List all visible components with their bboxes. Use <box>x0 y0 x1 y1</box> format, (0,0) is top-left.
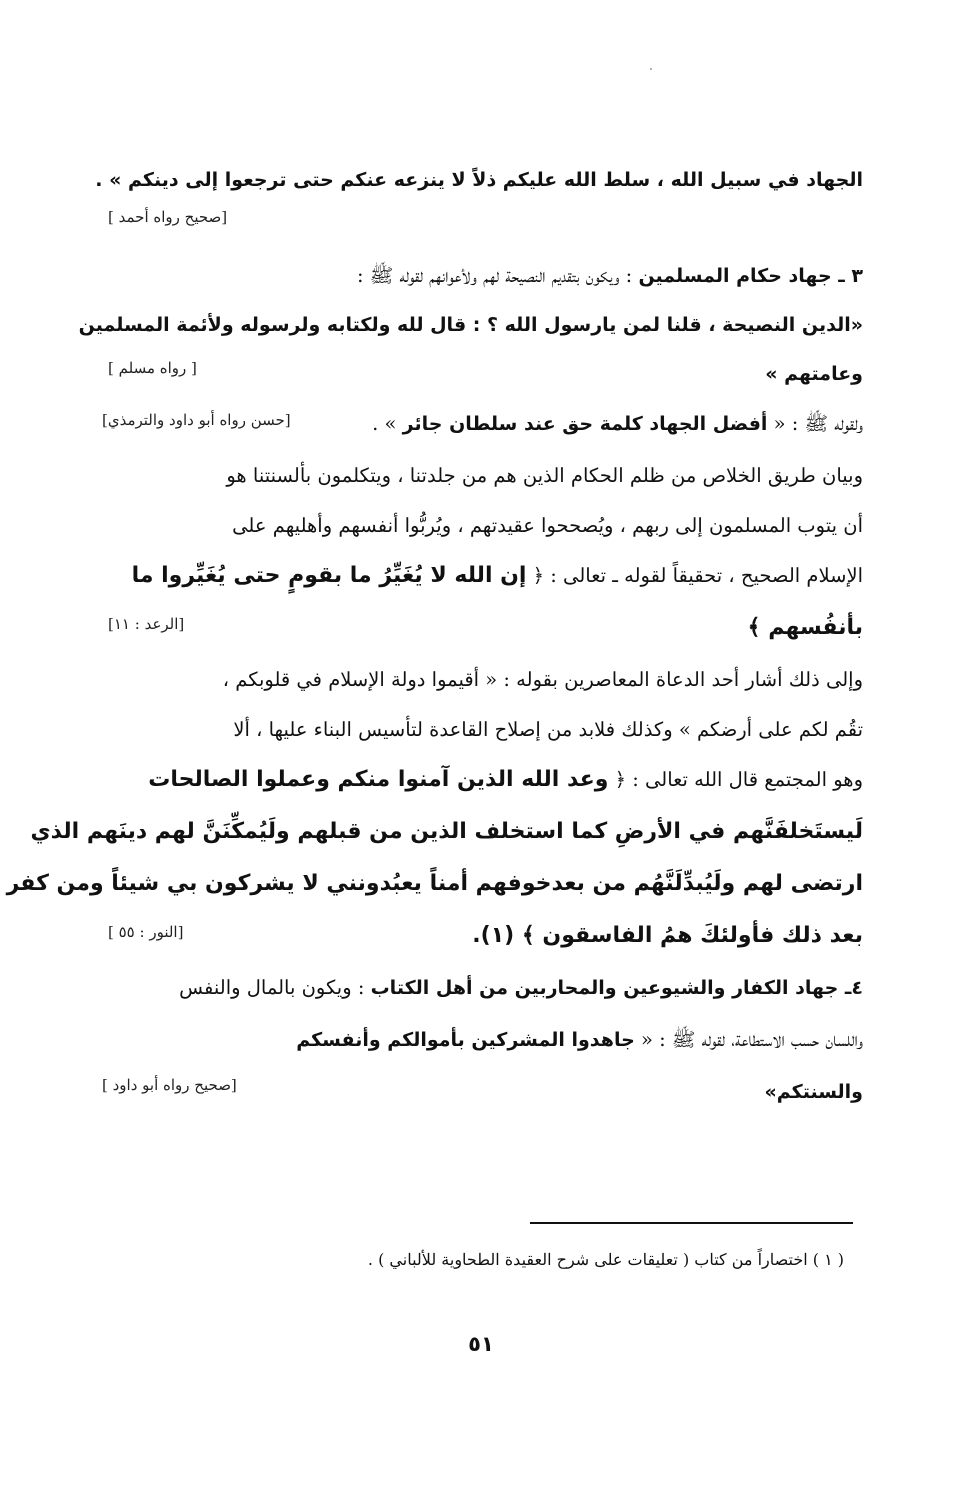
quran-verse-12: وعد الله الذين آمنوا منكم وعملوا الصالحات <box>148 767 609 792</box>
quran-verse-8: إن الله لا يُغَيِّرُ ما بقومٍ حتى يُغَيِّروا ما <box>131 563 527 588</box>
text-line-5-intro: ولقوله ﷺ : « <box>767 412 863 435</box>
quran-reference-1: [الرعد : ١١] <box>108 615 185 633</box>
text-line-4: وعامتهم » <box>765 363 863 385</box>
footnote-separator <box>530 1222 853 1224</box>
text-line-12-intro: وهو المجتمع قال الله تعالى : ﴿ <box>608 768 863 791</box>
text-line-15: بعد ذلك فأولئكَ همُ الفاسقون ﴾ (١). <box>472 923 863 948</box>
main-text <box>6 160 863 1110</box>
text-line-13: لَيستَخلفَنَّهم في الأرضِ كما استخلف الذين من قبلهم ولَيُمكِّنَنَّ لهم دينَهم الذي <box>30 819 863 844</box>
text-line-7: أن يتوب المسلمون إلى ربهم ، ويُصححوا عقيدتهم ، ويُربُّوا أنفسهم وأهليهم على <box>232 514 863 537</box>
page-number: ٥١ <box>468 1332 494 1356</box>
text-line-18: والسنتكم» <box>764 1081 863 1103</box>
text-line-14: ارتضى لهم ولَيُبدِّلَنَّهُم من بعدخوفهم أمناً يعبُدونني لا يشركون بي شيئاً ومن كفر <box>6 871 863 896</box>
text-line-11: تقُم لكم على أرضكم » وكذلك فلابد من إصلاح القاعدة لتأسيس البناء عليها ، ألا <box>233 718 863 741</box>
text-line-5-end: » . <box>372 412 403 435</box>
quran-reference-2: [النور : ٥٥ ] <box>108 923 184 941</box>
text-line-8 <box>98 556 863 596</box>
text-line-12 <box>98 760 863 800</box>
text-line-1: الجهاد في سبيل الله ، سلط الله عليكم ذلاً لا ينزعه عنكم حتى ترجعوا إلى دينكم » . <box>95 169 863 191</box>
hadith-quote-5: أفضل الجهاد كلمة حق عند سلطان جائر <box>402 413 768 435</box>
text-line-16 <box>98 968 863 1008</box>
text-line-10: وإلى ذلك أشار أحد الدعاة المعاصرين بقوله : « أقيموا دولة الإسلام في قلوبكم ، <box>222 668 863 691</box>
hadith-reference-3: [حسن رواه أبو داود والترمذي] <box>102 411 291 429</box>
text-line-17 <box>98 1020 863 1060</box>
text-line-17-intro: واللسان حسب الاستطاعة، لقوله ﷺ : « <box>634 1028 863 1051</box>
hadith-quote-17: جاهدوا المشركين بأموالكم وأنفسكم <box>296 1029 635 1051</box>
text-line-16-body: : ويكون بالمال والنفس <box>179 976 371 999</box>
hadith-reference-2: [ رواه مسلم ] <box>108 359 197 377</box>
hadith-reference-1: [صحيح رواه أحمد ] <box>108 208 228 226</box>
text-line-6: وبيان طريق الخلاص من ظلم الحكام الذين هم من جلدتنا ، ويتكلمون بألسنتنا هو <box>226 464 863 487</box>
text-line-3: «الدين النصيحة ، قلنا لمن يارسول الله ؟ : قال لله ولكتابه ولرسوله ولأئمة المسلمين <box>78 314 863 336</box>
text-line-2 <box>98 256 863 296</box>
scan-speck <box>650 68 652 70</box>
hadith-reference-4: [صحيح رواه أبو داود ] <box>102 1076 237 1094</box>
section-heading-3: ٣ ـ جهاد حكام المسلمين <box>638 265 863 287</box>
section-heading-4: ٤ـ جهاد الكفار والشيوعين والمحاربين من أهل الكتاب <box>370 977 863 999</box>
text-line-2-body: : ويكون بتقديم النصيحة لهم ولأعوانهم لقوله ﷺ : <box>357 264 639 287</box>
text-line-8-intro: الإسلام الصحيح ، تحقيقاً لقوله ـ تعالى : ﴿ <box>526 564 863 587</box>
text-line-9: بأنفُسهم ﴾ <box>747 615 863 640</box>
footnote-text: ( ١ ) اختصاراً من كتاب ( تعليقات على شرح العقيدة الطحاوية للألباني ) . <box>367 1250 844 1269</box>
